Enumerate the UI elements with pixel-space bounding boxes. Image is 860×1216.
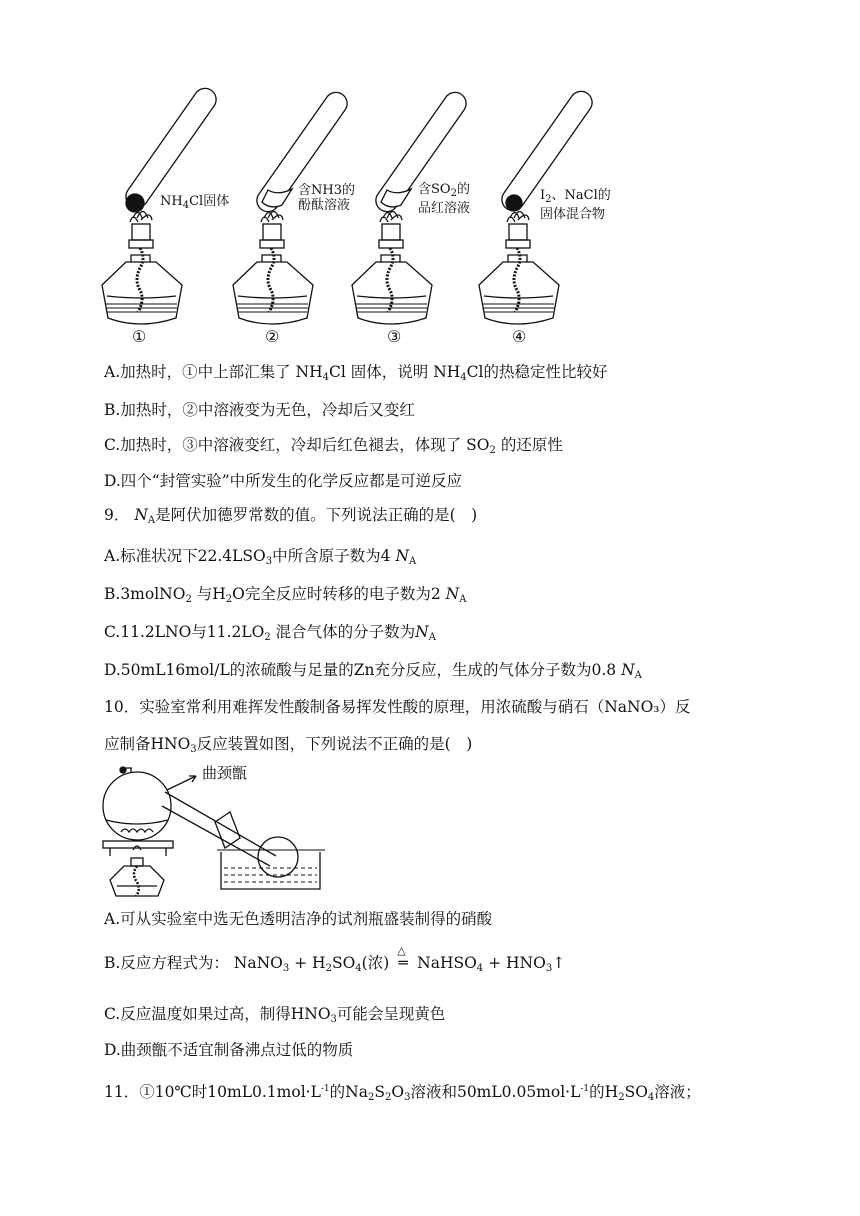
q9-option-c: C.11.2LNO与$11.2LO_2$ 混合气体的分子数为$N_A$	[104, 623, 436, 643]
figure-number-3: ③	[387, 327, 402, 346]
figure-number-2: ②	[265, 327, 280, 346]
tube-2-label: 含NH3的 酚酞溶液	[298, 183, 355, 213]
q10-stem-line-1: 10．实验室常利用难挥发性酸制备易挥发性酸的原理，用浓硫酸与硝石（NaNO₃）反	[104, 698, 691, 716]
retort-label: 曲颈甑	[202, 764, 248, 782]
q10-option-b: B.反应方程式为： NaNO$_3$ + $H_2SO_4$(浓) △ ═ NaHSO$_4$ + $HNO_3↑$	[104, 944, 566, 974]
tube-1-label: $NH_4Cl$固体	[160, 194, 230, 211]
figure-number-1: ①	[132, 327, 147, 346]
q9-option-a: A.标准状况下$22.4LSO_3$中所含原子数为4 $N_A$	[104, 547, 417, 567]
q8-option-c: C.加热时，③中溶液变红，冷却后红色褪去，体现了 $SO_2$ 的还原性	[104, 436, 563, 456]
heat-equals-sign: △ ═	[397, 944, 408, 972]
q8-option-d: D.四个“封管实验”中所发生的化学反应都是可逆反应	[104, 472, 463, 490]
q8-option-a: A.加热时，①中上部汇集了 $NH_4Cl$ 固体，说明 $NH_4Cl$的热稳定性比较好	[104, 363, 608, 383]
tube-3-label: 含$SO_2$的 品红溶液	[418, 182, 471, 216]
q10-option-d: D.曲颈甑不适宜制备沸点过低的物质	[104, 1041, 354, 1059]
q9-stem: 9． $N_A$是阿伏加德罗常数的值。下列说法正确的是( )	[104, 506, 478, 526]
q9-option-d: D.50mL16mol/L的浓硫酸与足量的Zn充分反应，生成的气体分子数为0.8 $N_A$	[104, 661, 642, 681]
q10-option-c: C.反应温度如果过高，制得$HNO_3$可能会呈现黄色	[104, 1005, 446, 1025]
tube-4-label: $I_2$、NaCl的 固体混合物	[540, 188, 611, 222]
q11-stem: 11．①10℃时$10mL0.1mol\cdot L^{-1}$的$Na_2S_2O_3$溶液和$50mL0.05mol\cdot L^{-1}$的$H_2SO_4$溶液；	[104, 1083, 701, 1103]
q10-stem-line-2: 应制备$HNO_3$反应装置如图，下列说法不正确的是( )	[104, 735, 473, 755]
q9-option-b: B.3molNO$_2$ 与$H_2O$完全反应时转移的电子数为2 $N_A$	[104, 585, 467, 605]
figure-number-4: ④	[512, 327, 527, 346]
q10-option-a: A.可从实验室中选无色透明洁净的试剂瓶盛装制得的硝酸	[104, 910, 493, 928]
q8-option-b: B.加热时，②中溶液变为无色，冷却后又变红	[104, 401, 415, 419]
